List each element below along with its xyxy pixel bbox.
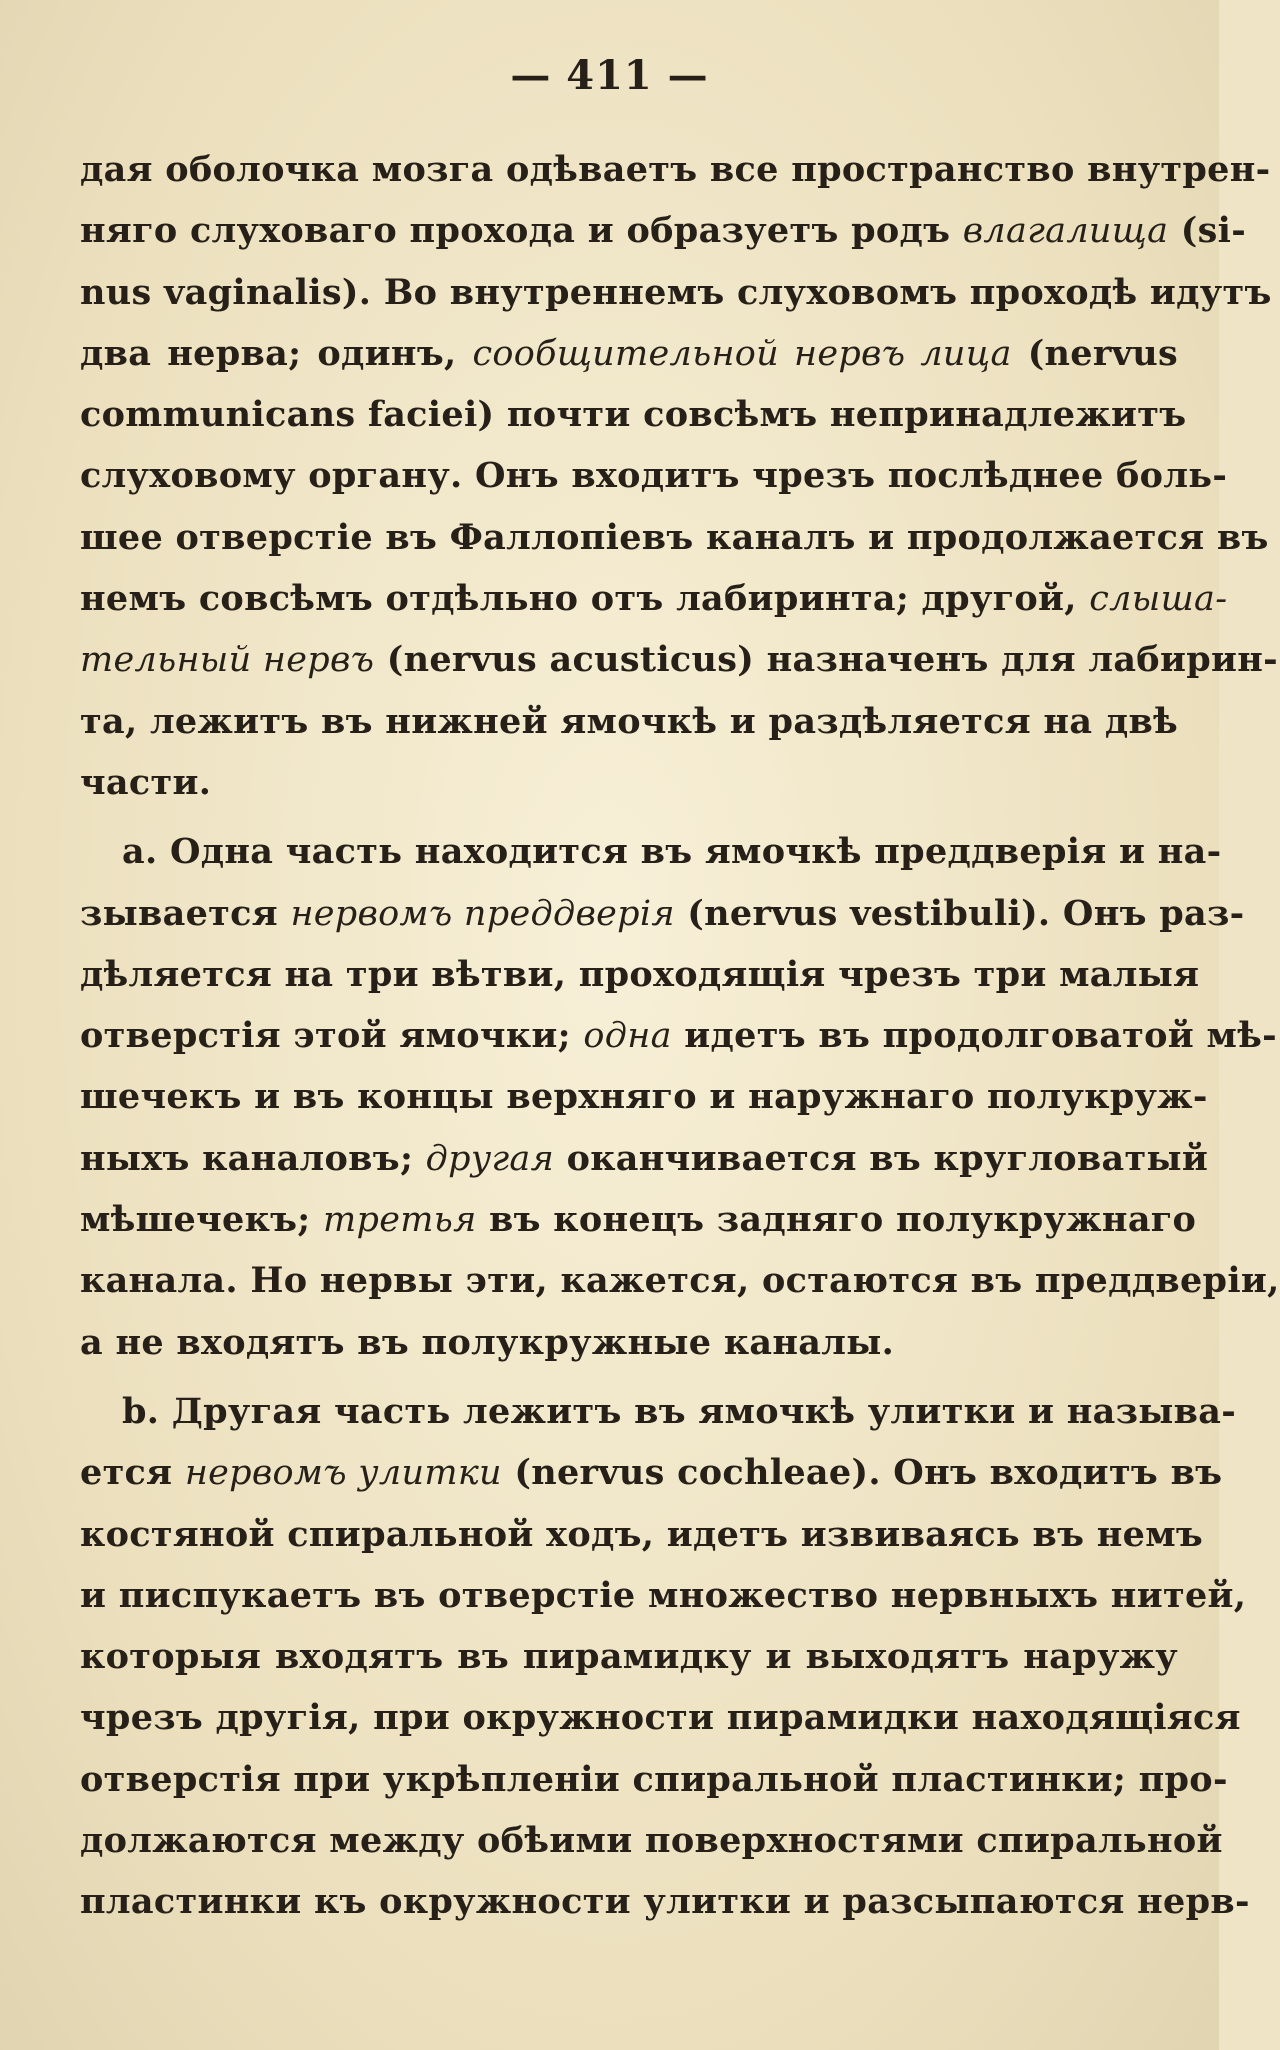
text-line xyxy=(80,639,1278,701)
italic-term: третья xyxy=(323,1200,477,1241)
text-run: два нерва; одинъ, xyxy=(80,332,473,374)
text-line xyxy=(80,1199,1197,1261)
text-run: отверстія при укрѣпленіи спиральной пластинки; про- xyxy=(80,1758,1228,1800)
italic-term: другая xyxy=(425,1138,555,1179)
italic-term: тельный нервъ xyxy=(80,640,375,681)
text-run: (nervus acusticus) назначенъ для лабирин- xyxy=(374,639,1278,681)
text-line xyxy=(80,1137,1209,1200)
paragraph xyxy=(80,1390,1250,1944)
text-run: (nervus xyxy=(1011,332,1178,374)
italic-term: нервомъ преддверія xyxy=(290,893,675,934)
text-line xyxy=(80,1452,1223,1514)
text-run: мѣшечекъ; xyxy=(80,1199,324,1241)
text-run: (nervus cochleae). Онъ входитъ въ xyxy=(501,1452,1223,1494)
text-line xyxy=(80,1758,1228,1821)
text-line xyxy=(80,271,1272,334)
text-run: шечекъ и въ концы верхняго и наружнаго полукруж- xyxy=(80,1076,1208,1118)
text-run: a. Одна часть находится въ ямочкѣ преддверія и на- xyxy=(122,831,1222,873)
text-run: (nervus vestibuli). Онъ раз- xyxy=(674,892,1245,934)
text-line xyxy=(80,578,1228,640)
text-line xyxy=(80,953,1200,1016)
text-line xyxy=(80,1390,1237,1453)
text-run: которыя входятъ въ пирамидку и выходятъ наружу xyxy=(80,1636,1178,1678)
page-text xyxy=(80,149,1280,1944)
text-run: nus vaginalis). Во внутреннемъ слуховомъ проходѣ идутъ xyxy=(80,271,1272,313)
italic-term: влагалища xyxy=(962,211,1169,252)
text-run: оканчивается въ кругловатый xyxy=(554,1137,1209,1179)
text-run: въ конецъ задняго полукружнаго xyxy=(476,1199,1197,1241)
text-run: зывается xyxy=(80,892,291,934)
text-line xyxy=(80,455,1228,517)
italic-term: одна xyxy=(583,1016,672,1057)
text-line xyxy=(80,1820,1223,1882)
text-run: дѣляется на три вѣтви, проходящія чрезъ три малыя xyxy=(80,953,1200,995)
text-line xyxy=(80,516,1269,579)
text-line xyxy=(80,831,1222,893)
text-run: костяной спиральной ходъ, идетъ извиваясь въ немъ xyxy=(80,1513,1204,1555)
text-line xyxy=(80,1260,1280,1322)
italic-term: сообщительной нервъ лица xyxy=(472,333,1012,374)
text-line xyxy=(80,1015,1277,1077)
paragraph xyxy=(80,831,1280,1384)
text-line xyxy=(80,210,1247,272)
italic-term: слыша- xyxy=(1089,579,1228,620)
text-run: слуховому органу. Онъ входитъ чрезъ послѣднее боль- xyxy=(80,455,1228,497)
text-run: b. Другая часть лежитъ въ ямочкѣ улитки и называ- xyxy=(122,1390,1237,1432)
text-line xyxy=(80,763,1178,824)
text-line xyxy=(80,149,1271,211)
text-run: пластинки къ окружности улитки и разсыпаются нерв- xyxy=(80,1881,1250,1923)
text-run: та, лежитъ въ нижней ямочкѣ и раздѣляется на двѣ xyxy=(80,700,1178,742)
text-run: (si- xyxy=(1168,210,1247,252)
text-run: шее отверстіе въ Фаллопіевъ каналъ и продолжается въ xyxy=(80,516,1269,558)
text-run: канала. Но нервы эти, кажется, остаются въ преддверіи, xyxy=(80,1260,1280,1302)
paragraph xyxy=(80,149,1278,824)
text-line xyxy=(80,1513,1204,1576)
text-line xyxy=(80,394,1187,456)
text-line xyxy=(80,334,1178,395)
text-run: дая оболочка мозга одѣваетъ все пространство внутрен- xyxy=(80,149,1271,190)
text-run: communicans faciei) почти совсѣмъ непринадлежитъ xyxy=(80,394,1187,436)
text-run: ныхъ каналовъ; xyxy=(80,1137,426,1179)
text-run: идетъ въ продолговатой мѣ- xyxy=(671,1015,1277,1057)
text-run: части. xyxy=(80,761,212,803)
text-line xyxy=(80,1637,1178,1698)
text-line xyxy=(80,702,1178,763)
text-run: чрезъ другія, при окружности пирамидки находящіяся xyxy=(80,1697,1241,1739)
text-line xyxy=(80,1881,1250,1943)
text-run: няго слуховаго прохода и образуетъ родъ xyxy=(80,210,963,252)
italic-term: нервомъ улитки xyxy=(184,1453,502,1494)
text-run: должаются между обѣими поверхностями спиральной xyxy=(80,1820,1223,1862)
text-line xyxy=(80,1323,1178,1384)
text-run: немъ совсѣмъ отдѣльно отъ лабиринта; другой, xyxy=(80,578,1090,620)
page-number: — 411 — xyxy=(510,52,709,99)
text-line xyxy=(80,892,1245,955)
text-line xyxy=(80,1574,1247,1637)
text-run: отверстія этой ямочки; xyxy=(80,1015,584,1057)
text-line xyxy=(80,1697,1241,1759)
text-run: а не входятъ въ полукружные каналы. xyxy=(80,1321,895,1363)
text-run: ется xyxy=(80,1452,185,1494)
text-line xyxy=(80,1076,1208,1138)
text-run: и пиcпукаетъ въ отверстіе множество нервныхъ нитей, xyxy=(80,1574,1247,1616)
